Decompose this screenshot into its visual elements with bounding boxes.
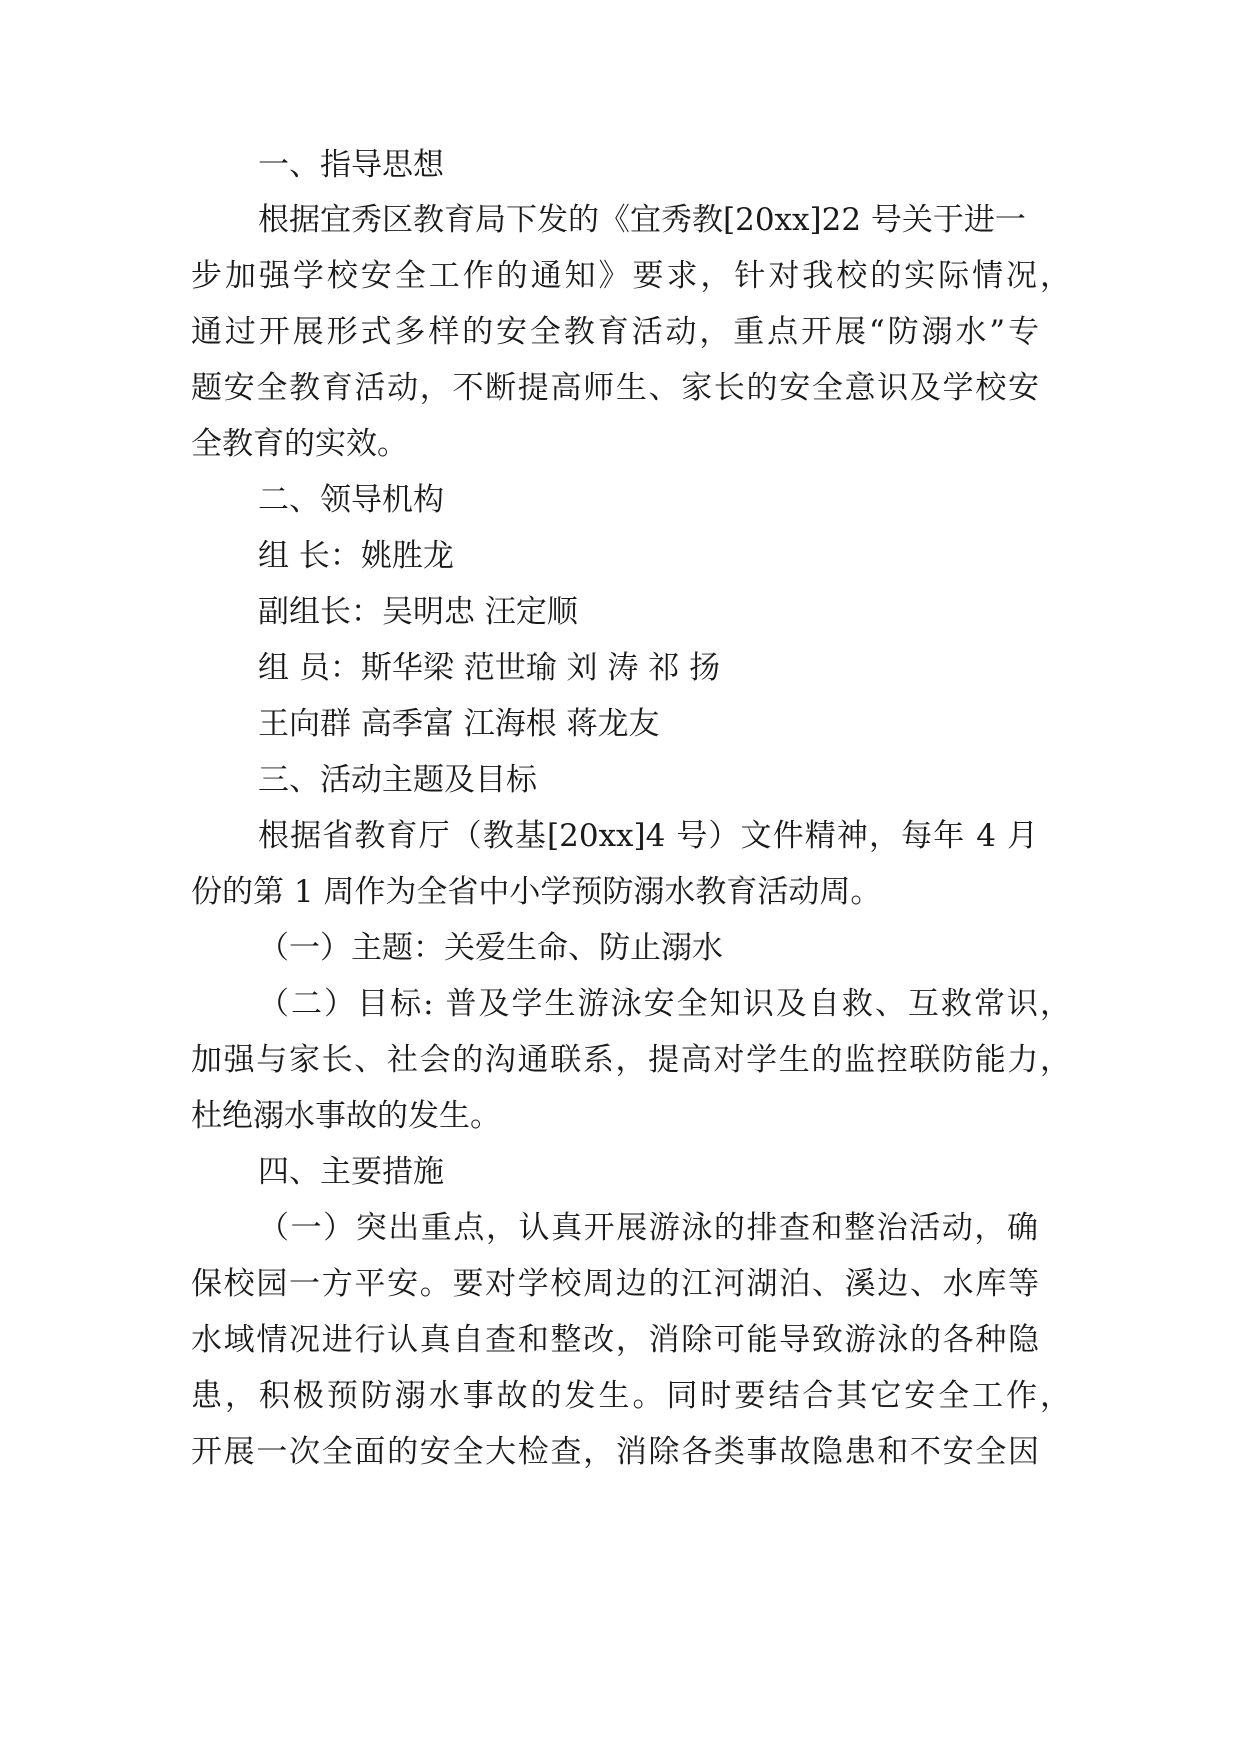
paragraph-line: 杜绝溺水事故的发生。 [191,1098,501,1134]
paragraph-line: 份的第 1 周作为全省中小学预防溺水教育活动周。 [191,874,882,910]
paragraph-line: 开展一次全面的安全大检查，消除各类事故隐患和不安全因 [191,1434,1039,1470]
members-line: 组 员：斯华梁 范世瑜 刘 涛 祁 扬 [258,650,721,686]
leader-line: 组 长：姚胜龙 [258,538,454,574]
paragraph-line: 题安全教育活动，不断提高师生、家长的安全意识及学校安 [191,370,1039,406]
heading-theme-goals: 三、活动主题及目标 [258,762,537,798]
paragraph-line: （一）突出重点，认真开展游泳的排查和整治活动，确 [258,1210,1038,1246]
paragraph-line: 根据宜秀区教育局下发的《宜秀教[20xx]22 号关于进一 [258,202,1026,238]
heading-main-measures: 四、主要措施 [258,1154,444,1190]
paragraph-line: 加强与家长、社会的沟通联系，提高对学生的监控联防能力， [191,1042,1071,1078]
deputy-leader-line: 副组长：吴明忠 汪定顺 [258,594,578,630]
theme-line: （一）主题：关爱生命、防止溺水 [258,930,723,966]
paragraph-line: 步加强学校安全工作的通知》要求，针对我校的实际情况， [191,258,1071,294]
paragraph-line: 通过开展形式多样的安全教育活动，重点开展“防溺水”专 [191,314,1039,350]
members-line: 王向群 高季富 江海根 蒋龙友 [258,706,660,742]
heading-guiding-ideology: 一、指导思想 [258,147,444,183]
paragraph-line: 水域情况进行认真自查和整改，消除可能导致游泳的各种隐 [191,1322,1039,1358]
paragraph-line: 保校园一方平安。要对学校周边的江河湖泊、溪边、水库等 [191,1266,1039,1302]
paragraph-line: 全教育的实效。 [191,426,408,462]
paragraph-line: 根据省教育厅（教基[20xx]4 号）文件精神，每年 4 月 [258,818,1038,854]
goal-line: （二）目标: 普及学生游泳安全知识及自救、互救常识， [258,986,1071,1022]
paragraph-line: 患，积极预防溺水事故的发生。同时要结合其它安全工作， [191,1378,1071,1414]
heading-leadership: 二、领导机构 [258,482,444,518]
